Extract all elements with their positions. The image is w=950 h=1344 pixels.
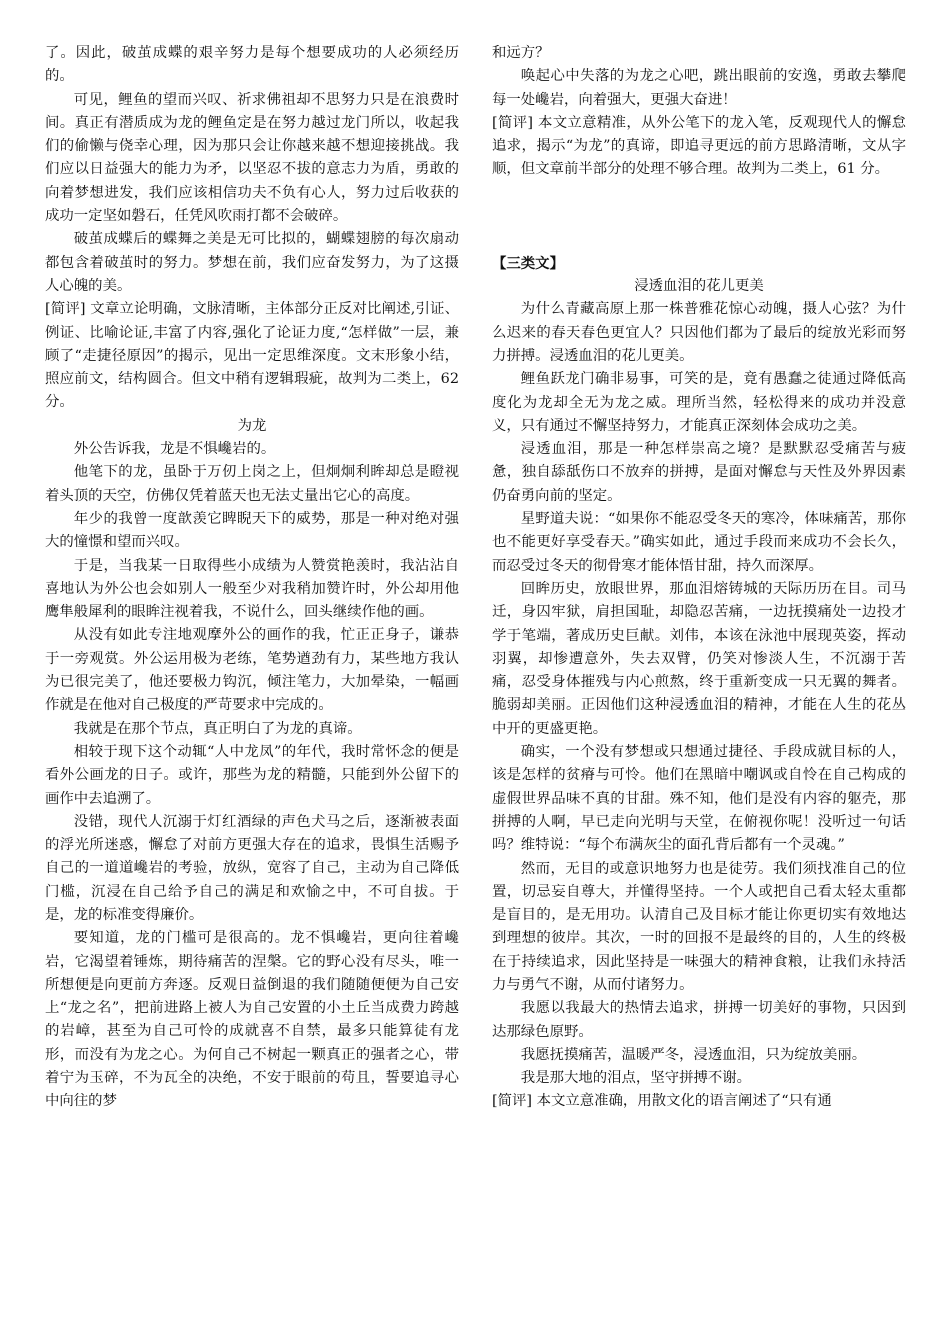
paragraph: 浸透血泪，那是一种怎样崇高之境？是默默忍受痛苦与疲惫，独自舔舐伤口不放弃的拼搏，是面对懈怠与天性及外界因素仍奋勇向前的坚定。 — [492, 441, 906, 504]
paragraph: 从没有如此专注地观摩外公的画作的我，忙正正身子，谦恭于一旁观赏。外公运用极为老练，笔势遒劲有力，某些地方我认为已很完美了，他还要极力钩沉，倾注笔力，大加晕染，一幅画作就是在他对自己极度的严苛要求中完成的。 — [45, 627, 459, 714]
paragraph: 外公告诉我，龙是不惧巉岩的。 — [73, 441, 276, 458]
paragraph: 相较于现下这个动辄“人中龙凤”的年代，我时常怀念的便是看外公画龙的日子。或许，那些为龙的精髓，只能到外公留下的画作中去追溯了。 — [45, 743, 459, 807]
paragraph: 我就是在那个节点，真正明白了为龙的真谛。 — [73, 720, 362, 737]
review-comment: [简评] 本文立意准确，用散文化的语言阐述了“只有通 — [492, 1093, 832, 1110]
paragraph: 要知道，龙的门槛可是很高的。龙不惧巉岩，更向往着巉岩，它渴望着锤炼，期待痛苦的涅槃。它的野心没有尽头，唯一所想便是向更前方奔逐。反观日益倒退的我们随随便便为自己安上“龙之名”，把前进路上被人为自己安置的小土丘当成费力跨越的岩嶂，甚至为自己可怜的成就喜不自禁，最多只能算徒有龙形，而没有为龙之心。为何自己不树起一颗真正的强者之心，带着宁为玉碎，不为瓦全的决绝，不安于眼前的苟且，誓要追寻心中向往的梦 — [45, 930, 459, 1110]
paragraph: 年少的我曾一度歆羡它睥睨天下的威势，那是一种对绝对强大的憧憬和望而兴叹。 — [45, 510, 459, 551]
paragraph: 我愿抚摸痛苦，温暖严冬，浸透血泪，只为绽放美丽。 — [520, 1046, 867, 1063]
continued-paragraph: 和远方？ — [492, 45, 550, 61]
section-heading: 【三类文】 — [492, 254, 564, 272]
paragraph: 我愿以我最大的热情去追求，拼搏一切美好的事物，只因到达那绿色原野。 — [492, 1000, 906, 1040]
review-comment: [简评] 本文立意精准，从外公笔下的龙入笔，反观现代人的懈怠追求，揭示“为龙”的真谛，即追寻更远的前方思路清晰，文从字顺，但文章前半部分的处理不够合理。故判为二类上，61 分。 — [492, 114, 906, 178]
paragraph: 为什么青藏高原上那一株普雅花惊心动魄，摄人心弦？为什么迟来的春天春色更宜人？只因他们都为了最后的绽放光彩而努力拼搏。浸透血泪的花儿更美。 — [492, 301, 906, 364]
paragraph: 星野道夫说：“如果你不能忍受冬天的寒冷，体味痛苦，那你也不能更好享受春天。”确实如此，通过手段而来成功不会长久，而忍受过冬天的彻骨寒才能体悟甘甜，持久而深厚。 — [492, 511, 906, 574]
paragraph: 唤起心中失落的为龙之心吧，跳出眼前的安逸，勇敢去攀爬每一处巉岩，向着强大，更强大奋进！ — [492, 68, 906, 108]
left-column — [45, 42, 459, 1114]
paragraph: 没错，现代人沉溺于灯红酒绿的声色犬马之后，逐渐被表面的浮光所迷惑，懈怠了对前方更强大存在的追求，畏惧生活赐予自己的一道道巉岩的考验，放纵，宽容了自己，主动为自己降低门槛，沉浸在自己给予自己的满足和欢愉之中，不可自拔。于是，龙的标准变得廉价。 — [45, 813, 459, 923]
paragraph: 他笔下的龙，虽卧于万仞上岗之上，但炯炯利眸却总是瞪视着头顶的天空，仿佛仅凭着蓝天也无法丈量出它心的高度。 — [45, 464, 459, 504]
right-column — [492, 42, 906, 1114]
paragraph: 可见，鲤鱼的望而兴叹、祈求佛祖却不思努力只是在浪费时间。真正有潜质成为龙的鲤鱼定是在努力越过龙门所以，收起我们的偷懒与侥幸心理，因为那只会让你越来越不想迎接挑战。我们应以日益强大的能力为矛，以坚忍不拔的意志力为盾，勇敢的向着梦想进发，我们应该相信功夫不负有心人，努力过后收获的成功一定坚如磐石，任凭风吹雨打都不会破碎。 — [45, 91, 459, 225]
essay-title: 为龙 — [237, 417, 267, 434]
paragraph: 鲤鱼跃龙门确非易事，可笑的是，竟有愚蠢之徒通过降低高度化为龙却全无为龙之威。理所当然，轻松得来的成功并没意义，只有通过不懈坚持努力，才能真正深刻体会成功之美。 — [492, 371, 906, 434]
paragraph: 于是，当我某一日取得些小成绩为人赞赏艳羡时，我沾沾自喜地认为外公也会如别人一般至少对我稍加赞许时，外公却用他鹰隼般犀利的眼眸注视着我，不说什么，回头继续作他的画。 — [45, 557, 459, 621]
review-comment: [简评] 文章立论明确，文脉清晰，主体部分正反对比阐述,引证、例证、比喻论证,丰富了内容,强化了论证力度,“怎样做”一层，兼顾了“走捷径原因”的揭示，见出一定思维深度。文末形象小结，照应前文，结构圆合。但文中稍有逻辑瑕疵，故判为二类上，62 分。 — [45, 301, 459, 411]
paragraph: 然而，无目的或意识地努力也是徒劳。我们须找准自己的位置，切忌妄自尊大，并懂得坚持。一个人或把自己看太轻太重都是盲目的，是无用功。认清自己及目标才能让你更切实有效地达到理想的彼岸。其次，一时的回报不是最终的目的，人生的终极在于持续追求，因此坚持是一味强大的精神食粮，让我们永持活力与勇气不谢，从而付诸努力。 — [492, 860, 906, 993]
paragraph: 回眸历史，放眼世界，那血泪熔铸城的天际历历在目。司马迁，身囚牢狱，肩担国耻，却隐忍苦痛，一边抚摸痛处一边投才学于笔端，著成历史巨献。刘伟，本该在泳池中展现英姿，挥动羽翼，却惨遭意外，失去双臂，仍笑对惨淡人生，不沉溺于苦痛，忍受身体摧残与内心煎熬，终于重新变成一只无翼的舞者。脆弱却美丽。正因他们这种浸透血泪的精神，才能在人生的花丛中开的更盛更艳。 — [492, 580, 906, 737]
paragraph: 破茧成蝶后的蝶舞之美是无可比拟的，蝴蝶翅膀的每次扇动都包含着破茧时的努力。梦想在前，我们应奋发努力，为了这摄人心魄的美。 — [45, 231, 459, 294]
continued-paragraph: 了。因此，破茧成蝶的艰辛努力是每个想要成功的人必须经历的。 — [45, 45, 459, 85]
spacer — [492, 182, 906, 252]
essay-title: 浸透血泪的花儿更美 — [634, 278, 764, 295]
paragraph: 确实，一个没有梦想或只想通过捷径、手段成就目标的人，该是怎样的贫瘠与可怜。他们在黑暗中嘲讽或自怜在自己构成的虚假世界品味不真的甘甜。殊不知，他们是没有内容的躯壳，那拼搏的人啊，早已走向光明与天堂，在俯视你呢！没听过一句话吗？维特说：“每个布满灰尘的面孔背后都有一个灵魂。” — [492, 744, 906, 854]
paragraph: 我是那大地的泪点，坚守拼搏不谢。 — [520, 1070, 752, 1087]
